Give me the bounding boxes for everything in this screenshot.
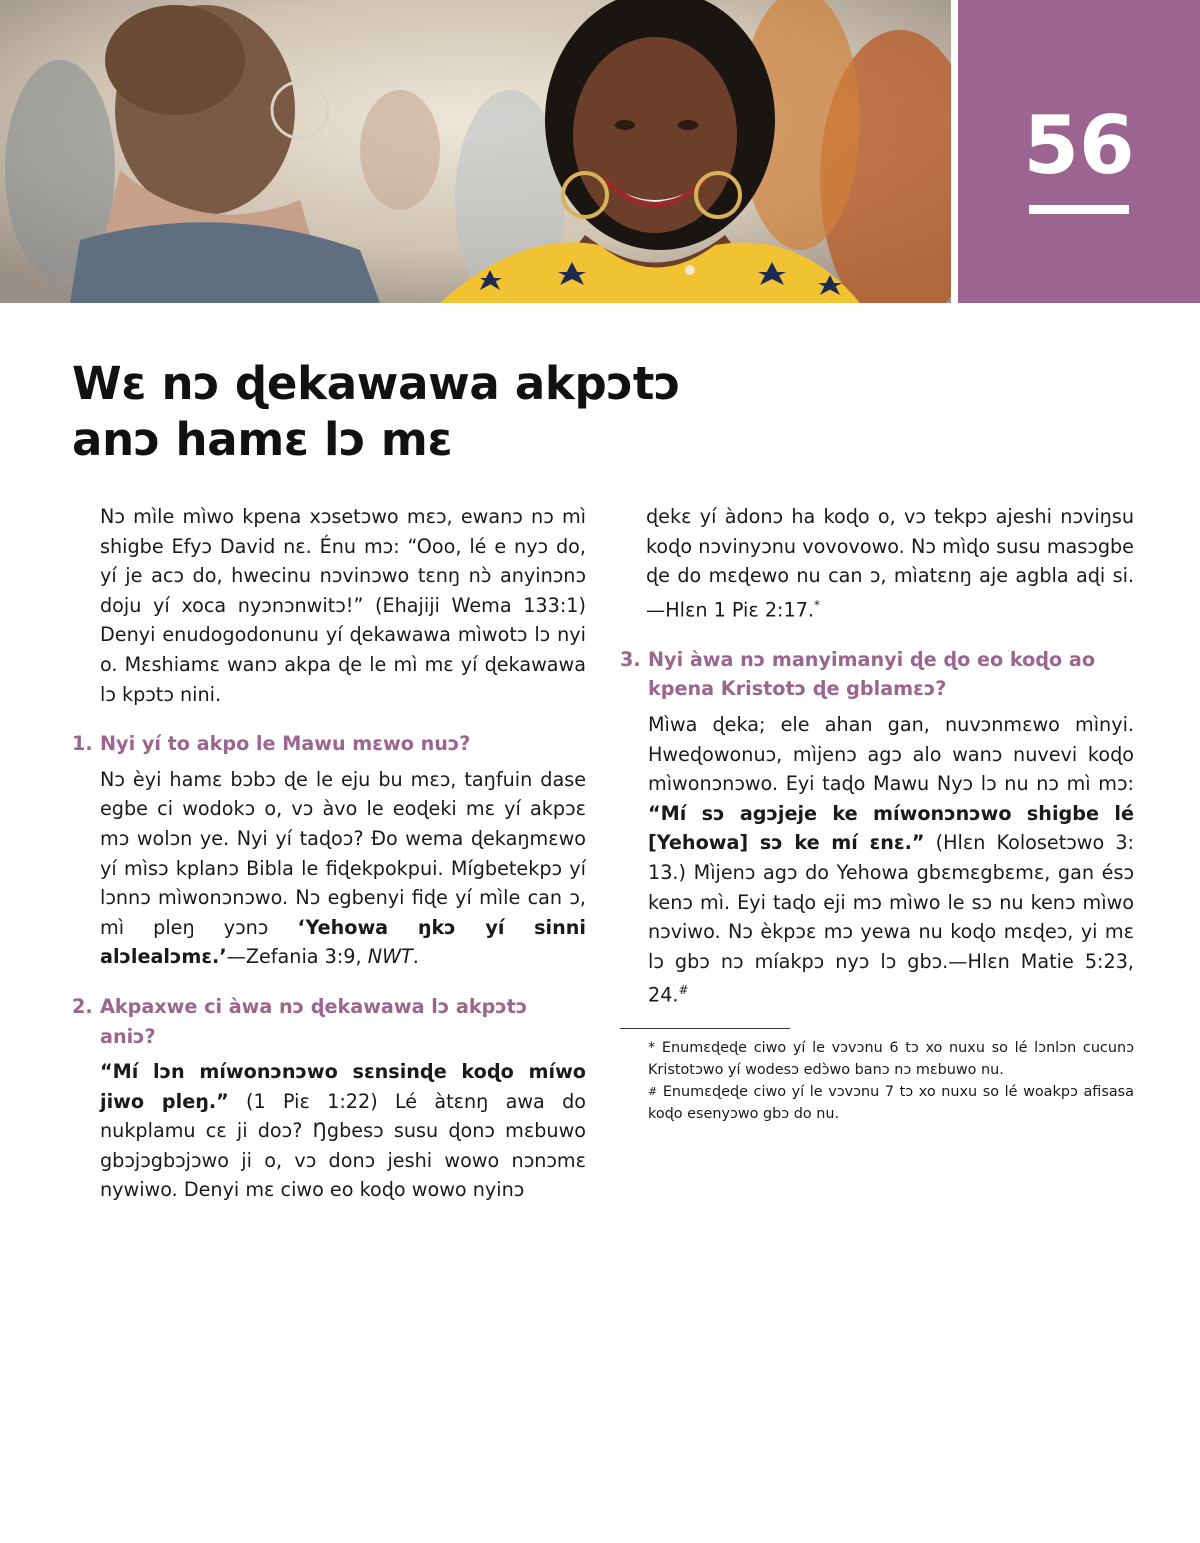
answer-1-text-a: Nɔ èyi hamɛ bɔbɔ ɖe le eju bu mɛɔ, taŋfuin dase egbe ci wodokɔ o, vɔ àvo le eoɖeki mɛ yí akpɔɛ mɔ wolɔn ye. Nyi yí taɖoɔ? Ɖo wema ɖekaŋmɛwo yí mìsɔ kplanɔ Bibla le fiɖekpokpui. Mígbetekpɔ yí lɔnnɔ mìwonɔnɔwo. Nɔ egbenyi fiɖe yí mìle can ɔ, mì pleŋ yɔnɔ — [100, 767, 586, 939]
answer-2-quote: “Mí lɔn míwonɔnɔwo sɛnsinɖe koɖo míwo jiwo pleŋ.” — [100, 1060, 586, 1113]
hero-photo-illustration — [0, 0, 951, 303]
footnote-1 — [648, 1037, 1134, 1081]
answer-3-text-a: Mìwa ɖeka; ele ahan gan, nuvɔnmɛwo mìnyi. Hweɖowonuɔ, mìjenɔ agɔ alo wanɔ nuvevi koɖo mìwonɔnɔwo. Eyi taɖo Mawu Nyɔ lɔ nu nɔ mì mɔ: — [648, 712, 1134, 796]
page-title — [72, 356, 680, 468]
footnote-1-mark: * — [648, 1040, 656, 1057]
answer-2-continuation — [646, 502, 1134, 625]
footnote-divider — [620, 1028, 790, 1029]
title-line-1: Wɛ nɔ ɖekawawa akpɔtɔ — [72, 357, 681, 410]
answer-1-text-b: —Zefania 3:9, — [226, 945, 368, 969]
hero-photo — [0, 0, 951, 303]
answer-2-paragraph — [100, 1057, 586, 1205]
answer-3-paragraph — [648, 710, 1134, 1010]
question-1-text: Nyi yí to akpo le Mawu mɛwo nuɔ? — [100, 732, 471, 756]
answer-3-text-b: (Hlɛn Kolosetɔwo 3: 13.) Mìjenɔ agɔ do Yehowa gbɛmɛgbɛmɛ, gan ésɔ kenɔ mì. Eyi taɖo eji mɔ mìwo le sɔ nu kenɔ mìwo nɔviwo. Nɔ èkpɔɛ mɔ yewa nu koɖo mɛɖeɔ, yi mɛ lɔ gbɔ nɔ míakpɔ nyɔ lɔ gbɔ.—Hlɛn Matie 5:23, 24. — [648, 831, 1134, 1007]
chapter-number-box — [958, 0, 1200, 303]
answer-2-cont-text: ɖekɛ yí àdonɔ ha koɖo o, vɔ tekpɔ ajeshi nɔviŋsu koɖo nɔvinyɔnu vovovowo. Nɔ mìɖo susu masɔgbe ɖe do mɛɖewo nu can ɔ, mìatɛnŋ aje agbla aɖi si.—Hlɛn 1 Piɛ 2:17. — [646, 505, 1134, 622]
question-2 — [72, 992, 586, 1051]
footnote-1-text: Enumɛɖeɖe ciwo yí le vɔvɔnu 6 tɔ xo nuxu so lé lɔnlɔn cucunɔ Kristotɔwo yí wodesɔ edɔ̀wo banɔ nɔ mɛbuwo nu. — [648, 1040, 1134, 1079]
answer-2-text-a: (1 Piɛ 1:22) Lé àtɛnŋ awa do nukplamu cɛ ji doɔ? Ŋgbesɔ susu ɖonɔ mɛbuwo gbɔjɔgbɔjɔwo ji o, vɔ donɔ jeshi wowo nɔnɔmɛ nywiwo. Denyi mɛ ciwo eo koɖo wowo nyinɔ — [100, 1089, 586, 1202]
footnote-ref-2: # — [678, 983, 689, 998]
footnote-ref-1: * — [814, 597, 821, 612]
title-line-2: anɔ hamɛ lɔ mɛ — [72, 413, 453, 466]
question-2-number: 2. — [72, 994, 93, 1018]
column-right — [620, 502, 1134, 1125]
column-left — [72, 502, 586, 1205]
question-2-text: Akpaxwe ci àwa nɔ ɖekawawa lɔ akpɔtɔ aniɔ? — [100, 994, 528, 1048]
answer-1-paragraph — [100, 765, 586, 972]
chapter-number: 56 — [1023, 99, 1135, 192]
question-1-number: 1. — [72, 732, 93, 756]
intro-paragraph: Nɔ mìle mìwo kpena xɔsetɔwo mɛɔ, ewanɔ nɔ mì shigbe Efyɔ David nɛ. Énu mɔ: “Ooo, lé e nyɔ do, yí je acɔ do, hwecinu nɔvinɔwo tɛnŋ nɔ̀ anyinɔnɔ doju yí xoca nyɔnɔnwitɔ!” (Ehajiji Wema 133:1) Denyi enudogodonunu yí ɖekawawa mìwotɔ lɔ nyi o. Mɛshiamɛ wanɔ akpa ɖe le mì mɛ yí ɖekawawa lɔ kpɔtɔ nini. — [100, 505, 586, 706]
question-3-number: 3. — [620, 647, 641, 671]
answer-1-ref-italic: NWT — [367, 945, 413, 969]
footnote-2 — [648, 1081, 1134, 1125]
answer-1-quote: ‘Yehowa ŋkɔ yí sinni alɔlealɔmɛ.’ — [100, 915, 586, 969]
chapter-number-underline — [1029, 205, 1129, 214]
footnote-2-mark: # — [648, 1085, 658, 1099]
question-1 — [72, 729, 586, 759]
footnote-2-text: Enumɛɖeɖe ciwo yí le vɔvɔnu 7 tɔ xo nuxu so lé woakpɔ afisasa koɖo esenyɔwo gbɔ do nu. — [648, 1084, 1134, 1123]
question-3 — [620, 645, 1134, 704]
answer-3-quote: “Mí sɔ agɔjeje ke míwonɔnɔwo shigbe lé [Yehowa] sɔ ke mí ɛnɛ.” — [648, 801, 1134, 855]
answer-1-text-c: . — [412, 945, 419, 969]
question-3-text: Nyi àwa nɔ manyimanyi ɖe ɖo eo koɖo ao kpena Kristotɔ ɖe gblamɛɔ? — [648, 647, 1095, 701]
